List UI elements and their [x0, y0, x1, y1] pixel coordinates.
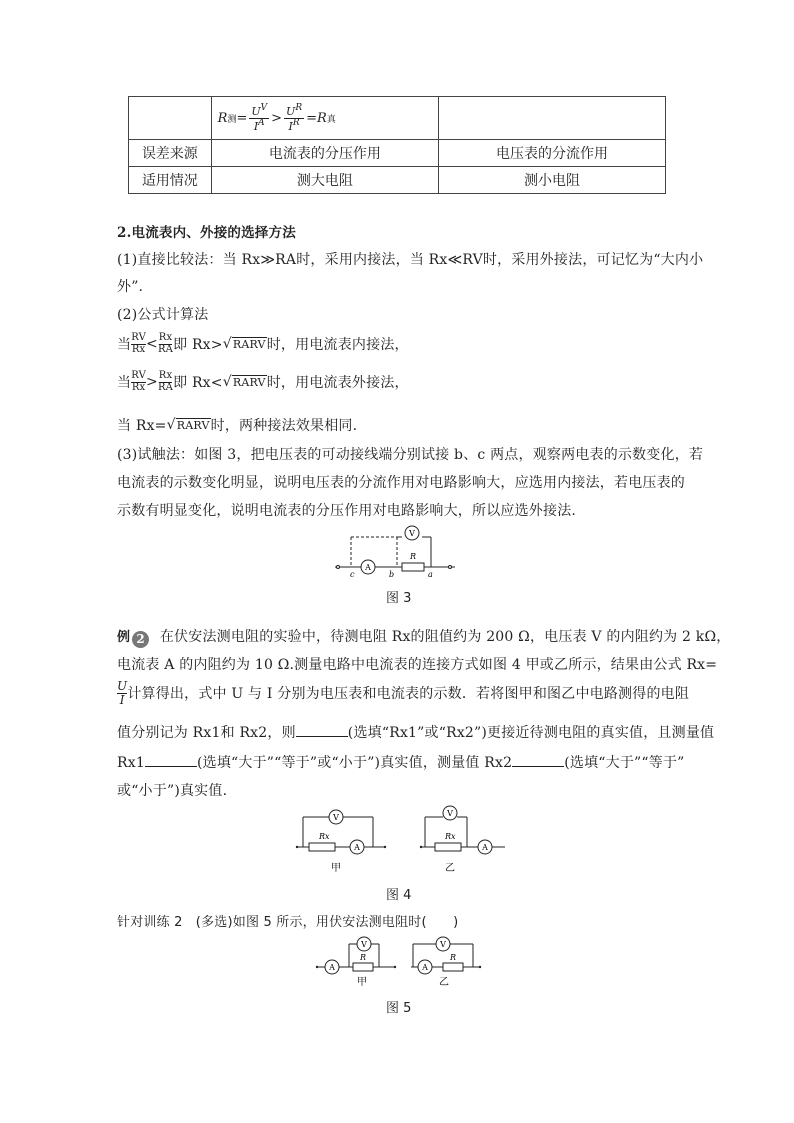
paragraph-line: (2)公式计算法 — [117, 307, 209, 323]
resistor-icon — [353, 963, 373, 971]
ammeter-label: A — [482, 843, 488, 852]
voltmeter-label: V — [409, 529, 415, 538]
frac-den: RA — [157, 343, 174, 355]
section-heading: 2.电流表内、外接的选择方法 — [117, 225, 296, 241]
table-cell-label: 误差来源 — [129, 140, 212, 167]
resistor-label: R — [360, 953, 367, 962]
formula-r: R — [317, 110, 327, 126]
answer-blank[interactable] — [145, 754, 197, 767]
circuit-label-left: 甲 — [331, 863, 341, 874]
resistor-label: Rx — [319, 832, 330, 841]
example-text: 计算得出，式中 U 与 I 分别为电压表和电流表的示数．若将图甲和图乙中电路测得的电阻 — [127, 686, 690, 703]
frac-den-sup: R — [292, 117, 300, 128]
node-label-b: b — [389, 570, 395, 579]
figure-caption: 图 4 — [386, 888, 412, 903]
frac-den: I — [288, 119, 293, 133]
frac-den: Rx — [131, 343, 146, 355]
example-text: (选填“Rx1”或“Rx2”)更接近待测电阻的真实值，且测量值 — [347, 725, 715, 741]
frac-num-sup: R — [295, 102, 303, 113]
node-label-a: a — [428, 570, 433, 579]
resistor-icon — [402, 563, 424, 571]
resistor-label: R — [410, 552, 417, 561]
resistor-label: R — [450, 953, 457, 962]
voltmeter-label: V — [440, 940, 446, 949]
table-cell: 测小电阻 — [439, 167, 666, 194]
paragraph-line: (1)直接比较法：当 Rx≫RA时，采用内接法，当 Rx≪RV时，采用外接法，可记忆为“大内小 — [117, 252, 704, 268]
formula-suffix: 时，两种接法效果相同. — [210, 418, 358, 434]
formula-mid: 即 Rx< — [173, 375, 223, 391]
example-line — [117, 752, 685, 772]
example-number: 2 — [132, 631, 149, 648]
sqrt-icon: √ — [166, 417, 176, 433]
figure-caption: 图 5 — [386, 1001, 412, 1016]
frac-den: I — [253, 119, 259, 133]
fraction-rv-rx — [131, 371, 146, 393]
ammeter-label: A — [422, 963, 428, 972]
measured-resistance-formula — [212, 104, 438, 132]
paragraph-line: 电流表的示数变化明显，说明电压表的分流作用对电路影响大，应选用内接法，若电压表的 — [117, 475, 685, 491]
example-text: 在伏安法测电阻的实验中，待测电阻 Rx的阻值约为 200 Ω，电压表 V 的内阻约为 2 kΩ， — [159, 629, 731, 645]
sqrt-icon: √ — [222, 336, 232, 352]
table-cell: 电压表的分流作用 — [439, 140, 666, 167]
ammeter-label: A — [365, 563, 371, 572]
resistor-icon — [309, 843, 335, 851]
fraction-ur-ir — [284, 104, 304, 132]
formula-line-equal — [117, 415, 357, 435]
circuit-label-right: 乙 — [439, 977, 449, 988]
example-line: 电流表 A 的内阻约为 10 Ω.测量电路中电流表的连接方式如图 4 甲或乙所示，结果由公式 Rx= — [117, 657, 718, 673]
answer-blank[interactable] — [512, 754, 564, 767]
resistor-icon — [443, 963, 463, 971]
formula-mid: 即 Rx> — [173, 337, 223, 353]
formula-suffix: 时，用电流表内接法， — [266, 337, 409, 353]
table-cell: 测大电阻 — [211, 167, 438, 194]
fraction-rx-ra — [158, 371, 173, 393]
circuit-label-right: 乙 — [445, 863, 455, 874]
example-text: (选填“大于”“等于” — [564, 755, 685, 771]
voltmeter-label: V — [361, 940, 367, 949]
fraction-uv-ia — [249, 104, 269, 132]
example-badge: 例 — [117, 630, 131, 645]
frac-num: Rx — [158, 370, 173, 381]
voltmeter-label: V — [333, 813, 339, 822]
sqrt-radicand: RARV — [232, 338, 266, 351]
figure-4-circuits — [295, 805, 505, 875]
fraction-rx-ra — [158, 333, 173, 355]
example-line — [117, 626, 730, 648]
comparison-table — [128, 96, 666, 194]
node-label-c: c — [350, 570, 355, 579]
formula-suffix: 时，用电流表外接法， — [266, 375, 409, 391]
figure-3-circuit — [335, 525, 460, 580]
table-row — [129, 140, 666, 167]
frac-den: I — [119, 692, 125, 707]
resistor-icon — [435, 843, 461, 851]
table-row — [129, 97, 666, 140]
sqrt-radicand: RARV — [176, 419, 210, 432]
frac-den: RA — [157, 381, 174, 393]
frac-den-sup: A — [258, 117, 265, 128]
circuit-label-left: 甲 — [357, 977, 367, 988]
fraction-u-i — [117, 680, 127, 706]
frac-den: Rx — [131, 381, 146, 393]
paragraph-line: 外”. — [117, 279, 144, 295]
resistor-label: Rx — [445, 832, 456, 841]
greater-than: > — [271, 110, 283, 126]
paragraph-line: 示数有明显变化，说明电流表的分压作用对电路影响大，所以应选外接法. — [117, 503, 577, 519]
training-line: 针对训练 2 (多选)如图 5 所示，用伏安法测电阻时( ) — [117, 915, 459, 930]
formula-sub-measured: 测 — [227, 114, 237, 125]
formula-r: R — [217, 110, 228, 126]
formula-prefix: 当 Rx= — [117, 418, 167, 434]
ammeter-label: A — [354, 843, 360, 852]
sqrt-radicand: RARV — [232, 376, 266, 389]
example-line: 或“小于”)真实值. — [117, 783, 228, 799]
frac-num: RV — [131, 332, 146, 343]
fraction-rv-rx — [131, 333, 146, 355]
sqrt-icon: √ — [222, 374, 232, 390]
paragraph-line: (3)试触法：如图 3，把电压表的可动接线端分别试接 b、c 两点，观察两电表的示数变化，若 — [117, 447, 704, 463]
table-cell-formula — [211, 97, 438, 140]
frac-num: U — [251, 104, 261, 118]
answer-blank[interactable] — [296, 724, 348, 737]
voltmeter-label: V — [447, 809, 453, 818]
example-text: (选填“大于”“等于”或“小于”)真实值，测量值 Rx2 — [196, 755, 513, 771]
example-text: Rx1 — [117, 755, 145, 771]
table-cell-label: 适用情况 — [129, 167, 212, 194]
table-cell: 电流表的分压作用 — [211, 140, 438, 167]
example-line — [117, 722, 714, 742]
ammeter-label: A — [329, 963, 335, 972]
table-row — [129, 167, 666, 194]
equals-sign: = — [236, 110, 248, 126]
frac-num: U — [117, 679, 128, 693]
equals-sign: = — [306, 110, 318, 126]
frac-num: Rx — [158, 332, 173, 343]
frac-num: U — [286, 104, 296, 118]
table-cell — [439, 97, 666, 140]
figure-5-circuits — [315, 932, 485, 990]
less-than: < — [146, 336, 158, 352]
formula-line-outer — [117, 371, 409, 393]
formula-line-inner — [117, 333, 409, 355]
frac-num: RV — [131, 370, 146, 381]
figure-caption: 图 3 — [386, 591, 412, 606]
formula-prefix: 当 — [117, 375, 132, 391]
greater-than: > — [146, 374, 158, 390]
table-cell-label — [129, 97, 212, 140]
example-text: 值分别记为 Rx1和 Rx2，则 — [117, 725, 296, 741]
frac-num-sup: V — [260, 102, 268, 113]
formula-prefix: 当 — [117, 337, 132, 353]
formula-sub-true: 真 — [326, 114, 336, 125]
example-line — [117, 680, 689, 706]
